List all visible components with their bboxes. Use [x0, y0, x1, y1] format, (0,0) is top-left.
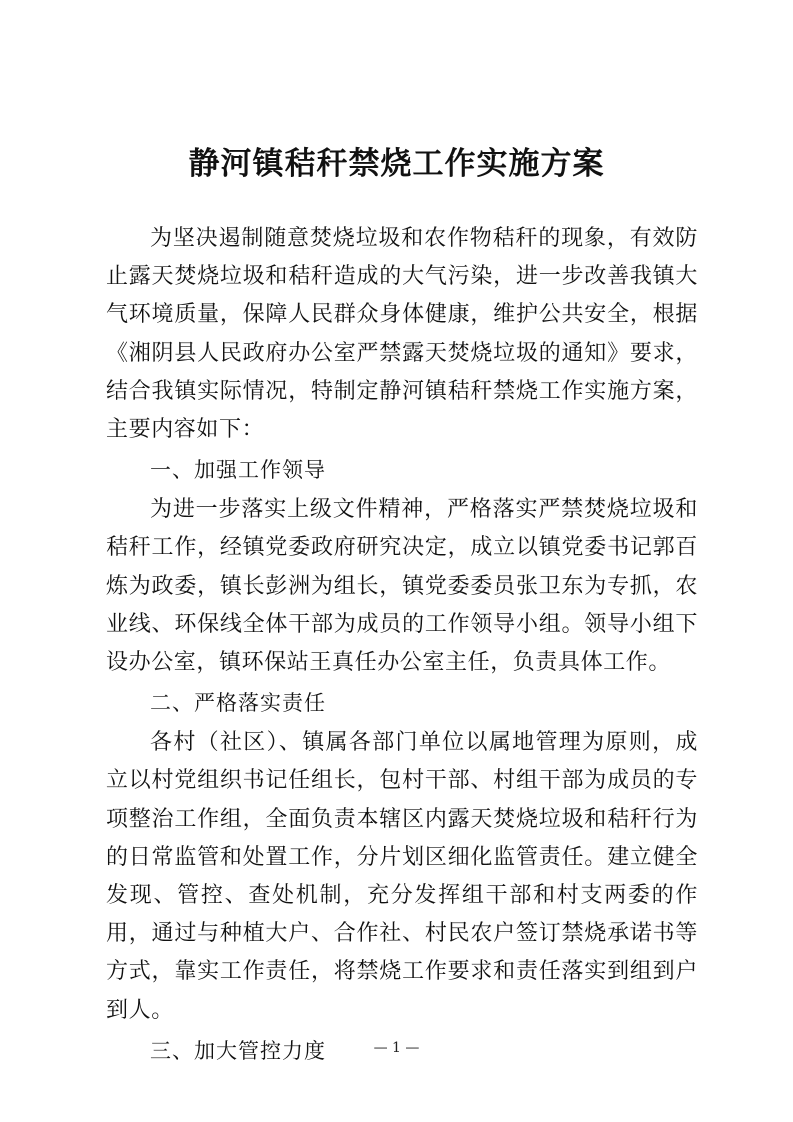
- section-1-paragraph: 为进一步落实上级文件精神，严格落实严禁焚烧垃圾和秸秆工作，经镇党委政府研究决定，成立以镇党委书记郭百炼为政委，镇长彭洲为组长，镇党委委员张卫东为专抓，农业线、环保线全体干部为成员的工作领导小组。领导小组下设办公室，镇环保站王真任办公室主任，负责具体工作。: [106, 497, 698, 676]
- section-2-paragraph: 各村（社区）、镇属各部门单位以属地管理为原则，成立以村党组织书记任组长，包村干部、村组干部为成员的专项整治工作组，全面负责本辖区内露天焚烧垃圾和秸秆行为的日常监管和处置工作，分片划区细化监管责任。建立健全发现、管控、查处机制，充分发挥组干部和村支两委的作用，通过与种植大户、合作社、村民农户签订禁烧承诺书等方式，靠实工作责任，将禁烧工作要求和责任落实到组到户到人。: [106, 730, 698, 1023]
- section-3-heading: 三、加大管控力度: [150, 1038, 326, 1063]
- intro-paragraph: 为坚决遏制随意焚烧垃圾和农作物秸秆的现象，有效防止露天焚烧垃圾和秸秆造成的大气污染，进一步改善我镇大气环境质量，保障人民群众身体健康，维护公共安全，根据《湘阴县人民政府办公室严禁露天焚烧垃圾的通知》要求，结合我镇实际情况，特制定静河镇秸秆禁烧工作实施方案，主要内容如下：: [106, 226, 698, 443]
- document-title: 静河镇秸秆禁烧工作实施方案: [188, 146, 605, 182]
- document-body: [106, 220, 698, 1072]
- section-2-heading: 二、严格落实责任: [150, 691, 326, 716]
- section-1-heading: 一、加强工作领导: [150, 458, 326, 483]
- page-number: — 1 —: [373, 1040, 420, 1056]
